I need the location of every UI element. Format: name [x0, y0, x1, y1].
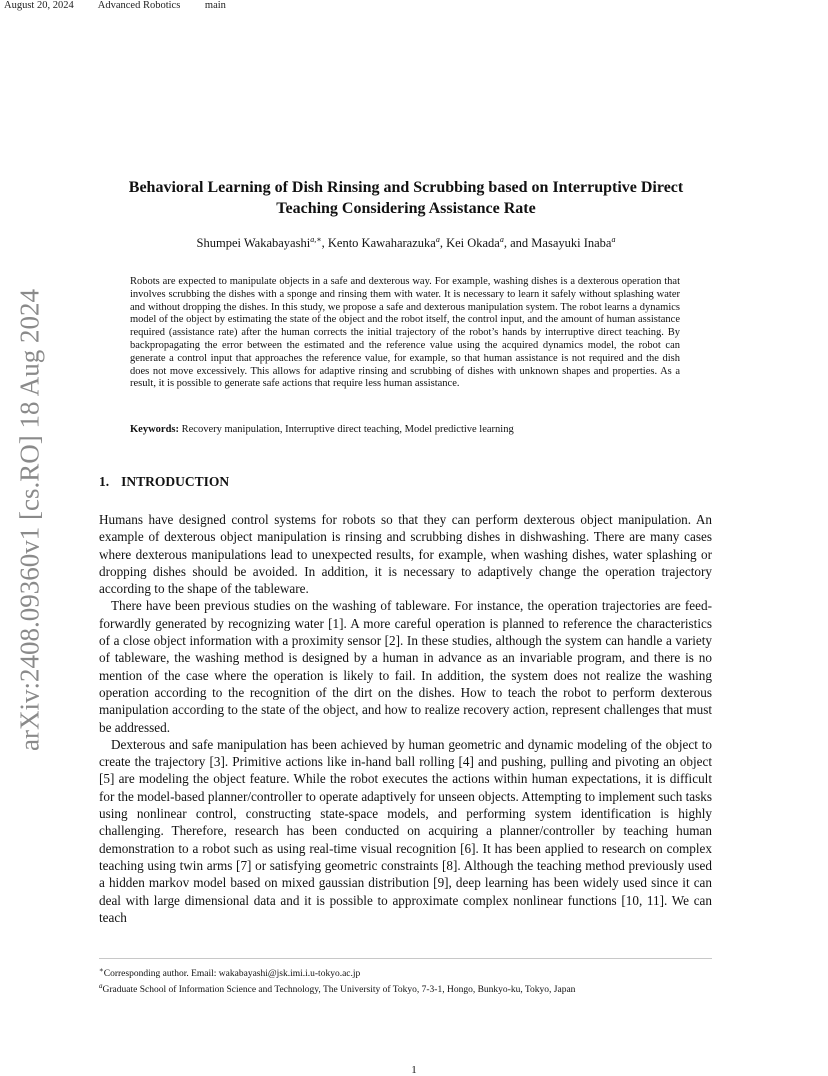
body-text [99, 511, 712, 926]
paper-title: Behavioral Learning of Dish Rinsing and Scrubbing based on Interruptive Direct Teaching Considering Assistance Rate [128, 179, 684, 217]
section-heading [99, 474, 229, 490]
keywords [130, 424, 680, 435]
paragraph: There have been previous studies on the washing of tableware. For instance, the operation trajectories are feed-forwardly generated by recognizing water [1]. A more careful operation is planned to reference the characteristics of a close object information with a proximity sensor [2]. In these studies, although the system can handle a variety of tableware, the washing method is designed by a human in advance as an invariable program, and there is no mention of the case where the operation is likely to fail. In addition, the system does not realize the washing operation according to the recognition of the dirt on the dishes. How to teach the robot to perform dexterous manipulation according to the state of the object, and how to realize recovery action, represent challenges that must be addressed. [99, 598, 712, 735]
page-number: 1 [411, 1064, 417, 1076]
header-date: August 20, 2024 [4, 0, 74, 11]
running-header [4, 0, 248, 11]
section-number: 1. [99, 474, 110, 489]
section-title: INTRODUCTION [121, 474, 230, 489]
footnotes [99, 964, 712, 996]
header-journal: Advanced Robotics [97, 0, 181, 11]
abstract: Robots are expected to manipulate objects in a safe and dexterous way. For example, washing dishes is a dexterous operation that involves scrubbing the dishes with a sponge and rinsing them with water. It is necessary to learn it safely without splashing water and without dropping the dishes. In this study, we propose a safe and dexterous manipulation system. The robot learns a dynamics model of the object by estimating the state of the object and the robot itself, the control input, and the amount of human assistance required (assistance rate) after the human corrects the initial trajectory of the robot’s hands by interruptive direct teaching. By backpropagating the error between the estimated and the reference value using the acquired dynamics model, the robot can generate a control input that approaches the reference value, for example, so that human assistance is not required and the dish does not move excessively. This allows for adaptive rinsing and scrubbing of dishes with unknown shapes and properties. As a result, it is possible to generate safe actions that require less human assistance. [130, 276, 680, 390]
header-label: main [204, 0, 226, 11]
footnote: $^a$Graduate School of Information Science and Technology, The University of Tokyo, 7-3-1, Hongo, Bunkyo-ku, Tokyo, Japan [99, 982, 576, 996]
footnote: ∗Corresponding author. Email: wakabayashi@jsk.imi.i.u-tokyo.ac.jp [99, 966, 361, 980]
keywords-label: Keywords: [130, 424, 179, 435]
keywords-text: Recovery manipulation, Interruptive direct teaching, Model predictive learning [181, 424, 514, 435]
author: Kento Kawaharazuka$^a$, [327, 235, 447, 251]
paragraph: Dexterous and safe manipulation has been achieved by human geometric and dynamic modeling of the object to create the trajectory [3]. Primitive actions like in-hand ball rolling [4] and pushing, pulling and pivoting an object [5] are modeling the object feature. While the robot executes the actions within human expectations, it is difficult for the model-based planner/controller to operate adaptively for unseen objects. Attempting to implement such tasks using nonlinear control, constructing state-space models, and performing system identification is highly challenging. Therefore, research has been conducted on acquiring a planner/controller by teaching human demonstration to a robot such as using real-time visual recognition [6]. It has been applied to research on complex teaching using twin arms [7] or satisfying geometric constraints [8]. Although the teaching method previously used a hidden markov model based on mixed gaussian distribution [9], deep learning has been widely used since it can deal with large dimensional data and it is possible to approximate complex nonlinear functions [10, 11]. We can teach [99, 736, 712, 925]
author-list [100, 235, 712, 251]
author: Masayuki Inaba$^a$ [531, 235, 616, 251]
footnote-divider [99, 958, 712, 959]
arxiv-sidebar [0, 280, 60, 760]
author: Kei Okada$^a$, and [446, 235, 532, 251]
author: Shumpei Wakabayashi$^{a,∗}$, [196, 235, 328, 251]
paragraph: Humans have designed control systems for robots so that they can perform dexterous object manipulation. An example of dexterous object manipulation is rinsing and scrubbing dishes in dishwashing. There are many cases where dexterous manipulations lead to unexpected results, for example, when washing dishes, water splashing or dropping dishes should be avoided. In addition, it is necessary to adaptively change the operation trajectory according to the shape of the tableware. [99, 512, 712, 597]
arxiv-identifier: arXiv:2408.09360v1 [cs.RO] 18 Aug 2024 [14, 289, 45, 751]
